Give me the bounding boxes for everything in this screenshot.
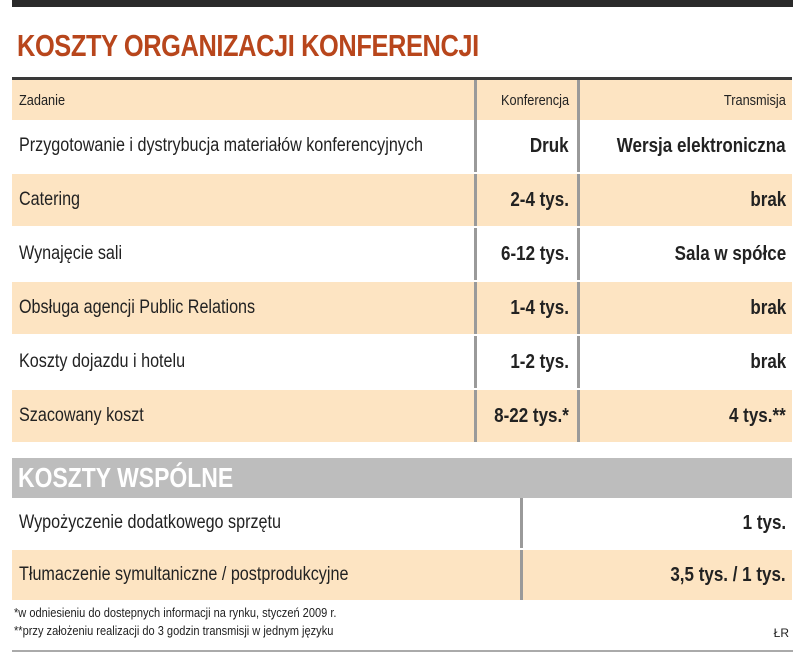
cost-cell: [523, 550, 792, 600]
footnote: *w odniesieniu do dostepnych informacji na rynku, styczeń 2009 r.: [14, 605, 337, 620]
header-label: Transmisja: [724, 91, 786, 109]
table-row: [12, 548, 792, 600]
footnotes: [14, 604, 393, 640]
conference-cell: [474, 336, 580, 388]
transmission-value: brak: [750, 188, 786, 211]
header-label: Zadanie: [19, 91, 66, 109]
cost-value: 3,5 tys. / 1 tys.: [670, 563, 786, 586]
item-cell: [12, 550, 523, 600]
table-header: [12, 80, 792, 120]
task-label: Obsługa agencji Public Relations: [19, 297, 256, 318]
costs-table: [12, 77, 792, 442]
task-label: Koszty dojazdu i hotelu: [19, 351, 186, 372]
table-row: [12, 388, 792, 442]
transmission-value: 4 tys.**: [729, 404, 786, 427]
conference-value: 1-4 tys.: [510, 296, 569, 319]
transmission-cell: [580, 120, 792, 172]
transmission-cell: [580, 174, 792, 226]
header-conference: [474, 80, 580, 120]
table-row: [12, 334, 792, 388]
author-credit: ŁR: [773, 626, 789, 640]
task-label: Wynajęcie sali: [19, 243, 123, 264]
task-cell: [12, 174, 474, 226]
item-label: Wypożyczenie dodatkowego sprzętu: [19, 512, 281, 533]
transmission-cell: [580, 390, 792, 442]
task-cell: [12, 336, 474, 388]
conference-cell: [474, 282, 580, 334]
transmission-value: brak: [750, 296, 786, 319]
task-label: Przygotowanie i dystrybucja materiałów konferencyjnych: [19, 135, 423, 156]
transmission-cell: [580, 282, 792, 334]
transmission-value: brak: [750, 350, 786, 373]
task-label: Szacowany koszt: [19, 405, 144, 426]
task-cell: [12, 120, 474, 172]
table-row: [12, 120, 792, 172]
conference-value: 1-2 tys.: [510, 350, 569, 373]
bottom-rule: [12, 650, 793, 652]
header-task: [12, 80, 474, 120]
cost-value: 1 tys.: [742, 511, 786, 534]
task-cell: [12, 282, 474, 334]
item-label: Tłumaczenie symultaniczne / postprodukcyjne: [19, 564, 349, 585]
conference-cell: [474, 228, 580, 280]
task-cell: [12, 390, 474, 442]
table-row: [12, 280, 792, 334]
top-rule: [12, 0, 793, 7]
section-title: KOSZTY WSPÓLNE: [18, 462, 234, 493]
conference-cell: [474, 120, 580, 172]
transmission-cell: [580, 228, 792, 280]
conference-value: 8-22 tys.*: [494, 404, 569, 427]
conference-value: 6-12 tys.: [500, 242, 569, 265]
footnote: **przy założeniu realizacji do 3 godzin transmisji w jednym języku: [14, 623, 334, 638]
header-label: Konferencja: [500, 91, 569, 109]
table-row: [12, 172, 792, 226]
page-title: KOSZTY ORGANIZACJI KONFERENCJI: [17, 28, 479, 63]
transmission-value: Wersja elektroniczna: [617, 134, 786, 157]
table-row: [12, 226, 792, 280]
shared-costs-heading: [12, 458, 792, 498]
shared-costs-table: [12, 498, 792, 600]
transmission-value: Sala w spółce: [674, 242, 786, 265]
task-cell: [12, 228, 474, 280]
cost-cell: [523, 498, 792, 548]
header-transmission: [580, 80, 792, 120]
conference-value: Druk: [530, 134, 569, 157]
conference-cell: [474, 390, 580, 442]
conference-value: 2-4 tys.: [510, 188, 569, 211]
item-cell: [12, 498, 523, 548]
conference-cell: [474, 174, 580, 226]
transmission-cell: [580, 336, 792, 388]
task-label: Catering: [19, 189, 81, 210]
table-row: [12, 498, 792, 548]
